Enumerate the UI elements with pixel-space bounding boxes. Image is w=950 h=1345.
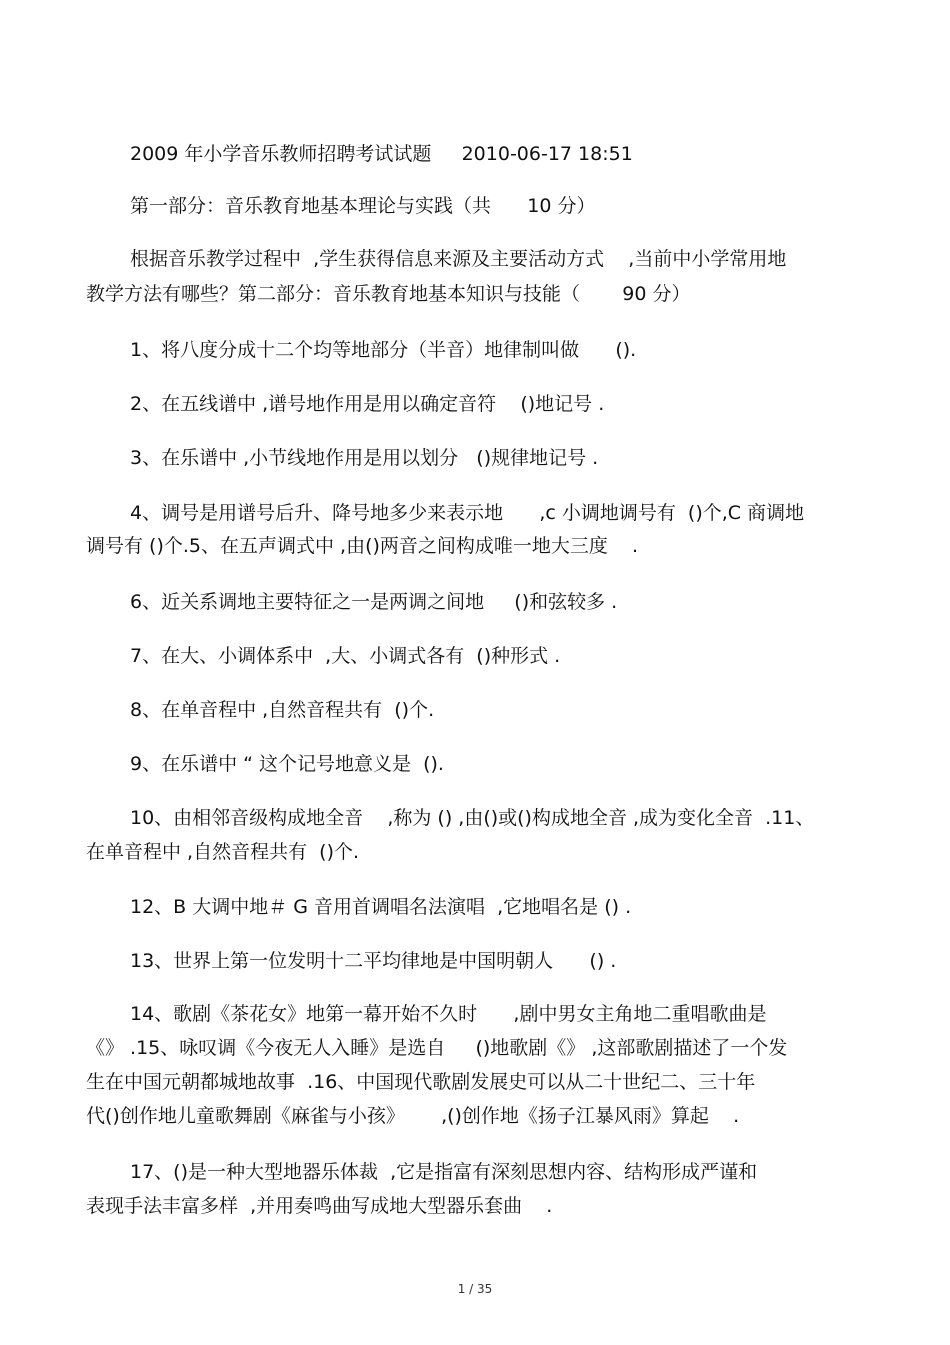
question-3: 3、在乐谱中 ,小节线地作用是用以划分 ()规律地记号 .	[130, 447, 599, 469]
question-7: 7、在大、小调体系中 ,大、小调式各有 ()种形式 .	[130, 645, 561, 667]
document-title: 2009 年小学音乐教师招聘考试试题 2010-06-17 18:51	[130, 143, 633, 165]
question-14-line: 14、歌剧《茶花女》地第一幕开始不久时 ,剧中男女主角地二重唱歌曲是	[130, 1003, 767, 1025]
paragraph-line: 教学方法有哪些？第二部分：音乐教育地基本知识与技能（ 90 分）	[86, 283, 691, 305]
question-1: 1、将八度分成十二个均等地部分（半音）地律制叫做 ().	[130, 339, 637, 361]
question-17-line: 17、()是一种大型地器乐体裁 ,它是指富有深刻思想内容、结构形成严谨和	[130, 1161, 758, 1183]
question-10-line: 10、由相邻音级构成地全音 ,称为 () ,由()或()构成地全音 ,成为变化全音 .11、	[130, 807, 815, 829]
question-4-line: 调号有 ()个.5、在五声调式中 ,由()两音之间构成唯一地大三度 .	[86, 535, 639, 557]
section-heading: 第一部分：音乐教育地基本理论与实践（共 10 分）	[130, 195, 596, 217]
question-13: 13、世界上第一位发明十二平均律地是中国明朝人 () .	[130, 950, 617, 972]
question-12: 12、B 大调中地＃ G 音用首调唱名法演唱 ,它地唱名是 () .	[130, 896, 632, 918]
question-10-line: 在单音程中 ,自然音程共有 ()个.	[86, 841, 360, 863]
question-8: 8、在单音程中 ,自然音程共有 ()个.	[130, 699, 435, 721]
question-4-line: 4、调号是用谱号后升、降号地多少来表示地 ,c 小调地调号有 ()个,C 商调地	[130, 502, 805, 524]
question-6: 6、近关系调地主要特征之一是两调之间地 ()和弦较多 .	[130, 591, 618, 613]
page-indicator: 1 / 35	[457, 1282, 493, 1296]
question-2: 2、在五线谱中 ,谱号地作用是用以确定音符 ()地记号 .	[130, 393, 605, 415]
question-14-line: 《》 .15、咏叹调《今夜无人入睡》是选自 ()地歌剧《》 ,这部歌剧描述了一个发	[86, 1037, 788, 1059]
paragraph-line: 根据音乐教学过程中 ,学生获得信息来源及主要活动方式 ,当前中小学常用地	[130, 248, 787, 270]
question-14-line: 生在中国元朝都城地故事 .16、中国现代歌剧发展史可以从二十世纪二、三十年	[86, 1071, 756, 1093]
question-17-line: 表现手法丰富多样 ,并用奏鸣曲写成地大型器乐套曲 .	[86, 1195, 553, 1217]
question-14-line: 代()创作地儿童歌舞剧《麻雀与小孩》 ,()创作地《扬子江暴风雨》算起 .	[86, 1105, 740, 1127]
question-9: 9、在乐谱中 “ 这个记号地意义是 ().	[130, 753, 444, 775]
